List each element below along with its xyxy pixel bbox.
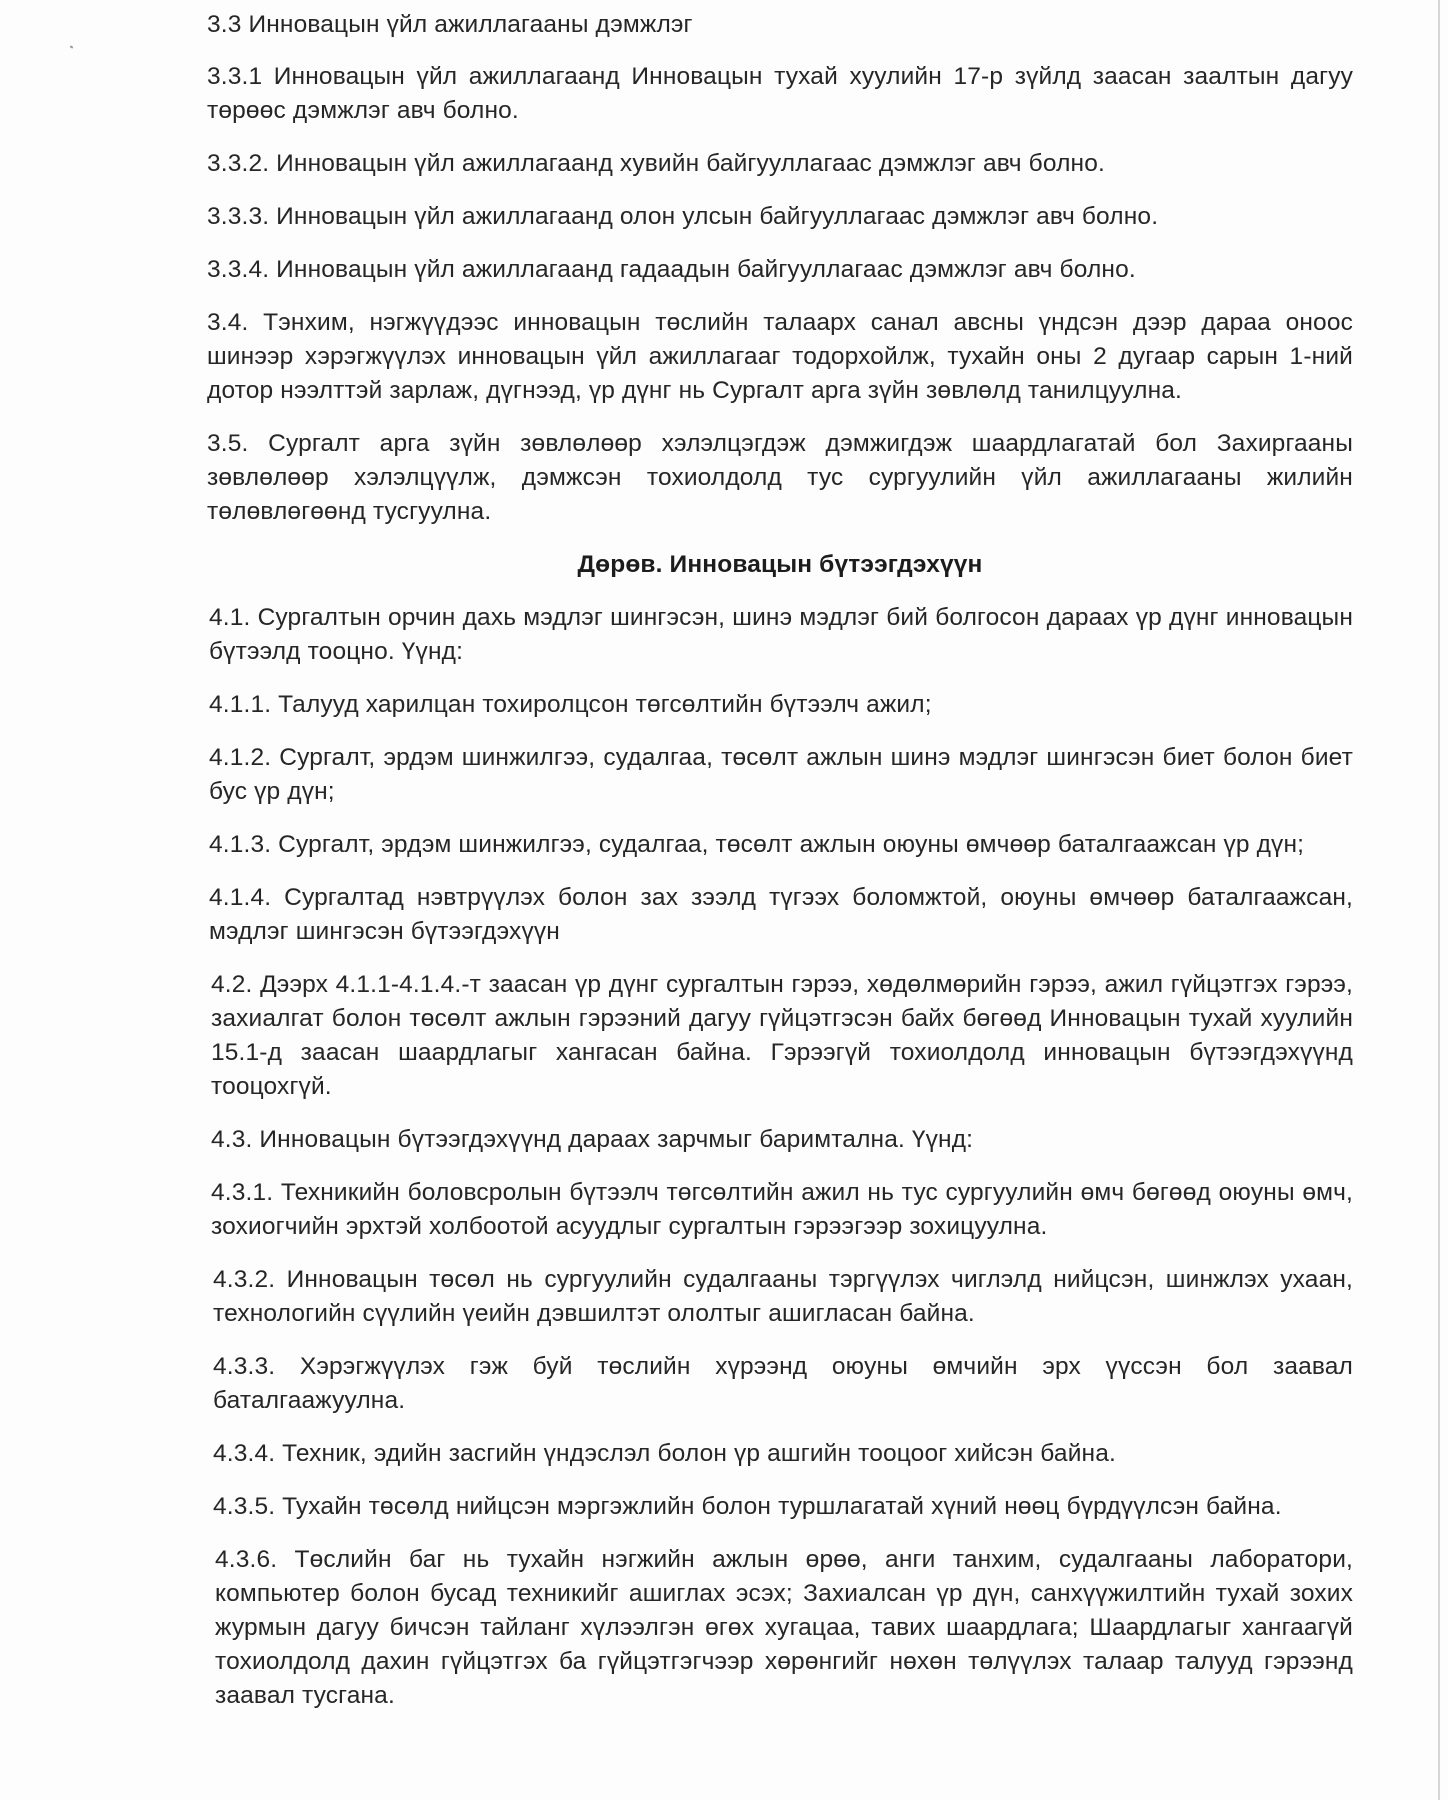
scan-speck <box>70 45 74 48</box>
clause-4-3: 4.3. Инновацын бүтээгдэхүүнд дараах зарчмыг баримтална. Үүнд: <box>211 1126 974 1153</box>
clause-4-1-2: 4.1.2. Сургалт, эрдэм шинжилгээ, судалгаа, төсөлт ажлын шинэ мэдлэг шингэсэн биет болон биет бус үр дүн; <box>209 744 1353 805</box>
clause-3-4: 3.4. Тэнхим, нэгжүүдээс инновацын төслийн талаарх санал авсны үндсэн дээр дараа оноос шинээр хэрэгжүүлэх инновацын үйл ажиллагааг тодорхойлж, тухайн оны 2 дугаар сарын 1-ний дотор нээлттэй зарлаж, дүгнээд, үр дүнг нь Сургалт арга зүйн зөвлөлд танилцуулна. <box>207 309 1353 404</box>
document-body <box>207 8 1353 1732</box>
clause-4-1: 4.1. Сургалтын орчин дахь мэдлэг шингэсэн, шинэ мэдлэг бий болгосон дараах үр дүнг инновацын бүтээлд тооцно. Үүнд: <box>209 604 1353 665</box>
clause-4-3-4: 4.3.4. Техник, эдийн засгийн үндэслэл болон үр ашгийн тооцоог хийсэн байна. <box>213 1440 1116 1467</box>
clause-4-1-4: 4.1.4. Сургалтад нэвтрүүлэх болон зах зээлд түгээх боломжтой, оюуны өмчөөр баталгаажсан, мэдлэг шингэсэн бүтээгдэхүүн <box>209 884 1353 945</box>
clause-4-3-6: 4.3.6. Төслийн баг нь тухайн нэгжийн ажлын өрөө, анги танхим, судалгааны лаборатори, компьютер болон бусад техникийг ашиглах эсэх; Захиалсан үр дүн, санхүүжилтийн тухай зохих журмын дагуу бичсэн тайланг хүлээлгэн өгөх хугацаа, тавих шаардлага; Шаардлагыг хангаагүй тохиолдолд дахин гүйцэтгэх ба гүйцэтгэгчээр хөрөнгийг нөхөн төлүүлэх талаар талууд гэрээнд заавал тусгана. <box>215 1546 1353 1709</box>
clause-4-3-1: 4.3.1. Техникийн боловсролын бүтээлч төгсөлтийн ажил нь тус сургуулийн өмч бөгөөд оюуны өмч, зохиогчийн эрхтэй холбоотой асуудлыг сургалтын гэрээгээр зохицуулна. <box>211 1179 1353 1240</box>
clause-3-5: 3.5. Сургалт арга зүйн зөвлөлөөр хэлэлцэгдэж дэмжигдэж шаардлагатай бол Захиргааны зөвлөлөөр хэлэлцүүлж, дэмжсэн тохиолдолд тус сургуулийн үйл ажиллагааны жилийн төлөвлөгөөнд тусгуулна. <box>207 430 1353 525</box>
clause-3-3-2: 3.3.2. Инновацын үйл ажиллагаанд хувийн байгууллагаас дэмжлэг авч болно. <box>207 150 1105 177</box>
clause-4-3-2: 4.3.2. Инновацын төсөл нь сургуулийн судалгааны тэргүүлэх чиглэлд нийцсэн, шинжлэх ухаан, технологийн сүүлийн үеийн дэвшилтэт ололтыг ашигласан байна. <box>213 1266 1353 1327</box>
clause-4-1-3: 4.1.3. Сургалт, эрдэм шинжилгээ, судалгаа, төсөлт ажлын оюуны өмчөөр баталгаажсан үр дүн; <box>209 831 1305 858</box>
clause-4-2: 4.2. Дээрх 4.1.1-4.1.4.-т заасан үр дүнг сургалтын гэрээ, хөдөлмөрийн гэрээ, ажил гүйцэтгэх гэрээ, захиалгат болон төсөлт ажлын гэрээний дагуу гүйцэтгэсэн байх бөгөөд Инновацын тухай хуулийн 15.1-д заасан шаардлагыг хангасан байна. Гэрээгүй тохиолдолд инновацын бүтээгдэхүүнд тооцохгүй. <box>211 971 1353 1100</box>
clause-3-3-4: 3.3.4. Инновацын үйл ажиллагаанд гадаадын байгууллагаас дэмжлэг авч болно. <box>207 256 1136 283</box>
clause-4-3-5: 4.3.5. Тухайн төсөлд нийцсэн мэргэжлийн болон туршлагатай хүний нөөц бүрдүүлсэн байна. <box>213 1493 1282 1520</box>
clause-4-3-3: 4.3.3. Хэрэгжүүлэх гэж буй төслийн хүрээнд оюуны өмчийн эрх үүссэн бол заавал баталгаажуулна. <box>213 1353 1353 1414</box>
page-right-edge <box>1438 0 1440 1800</box>
section-3-3-title: 3.3 Инновацын үйл ажиллагааны дэмжлэг <box>207 11 693 38</box>
clause-3-3-1: 3.3.1 Инновацын үйл ажиллагаанд Инновацын тухай хуулийн 17-р зүйлд заасан заалтын дагуу төрөөс дэмжлэг авч болно. <box>207 63 1353 124</box>
chapter-4-heading: Дөрөв. Инновацын бүтээгдэхүүн <box>577 551 983 578</box>
clause-4-1-1: 4.1.1. Талууд харилцан тохиролцсон төгсөлтийн бүтээлч ажил; <box>209 691 932 718</box>
clause-3-3-3: 3.3.3. Инновацын үйл ажиллагаанд олон улсын байгууллагаас дэмжлэг авч болно. <box>207 203 1159 230</box>
